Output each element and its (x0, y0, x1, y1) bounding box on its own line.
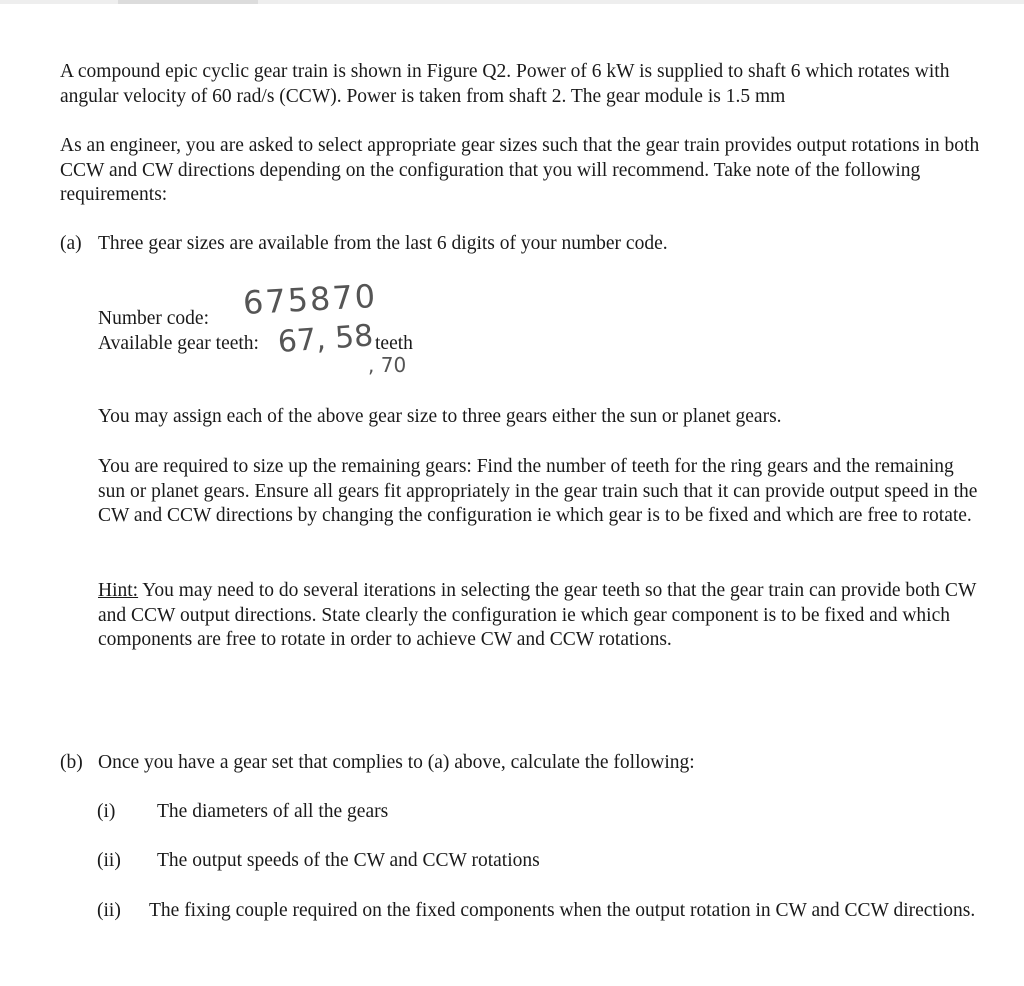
top-bar (0, 0, 1024, 4)
required-paragraph: You are required to size up the remaining gears: Find the number of teeth for the ring gears and the remaining sun or planet gears. Ensure all gears fit appropriately in the gear train such that it can provide output speed in the CW and CCW directions by changing the configuration ie which gear is to be fixed and which are free to rotate. (98, 456, 978, 526)
top-bar-tab (118, 0, 258, 4)
task-paragraph: As an engineer, you are asked to select appropriate gear sizes such that the gear train provides output rotations in both CCW and CW directions depending on the configuration that you will recommend. Take note of the following requirements: (60, 135, 980, 205)
handwritten-teeth-main: 67, 58 (276, 318, 375, 360)
part-b-item-roman: (ii) (97, 900, 121, 921)
assign-paragraph: You may assign each of the above gear size to three gears either the sun or planet gears. (98, 406, 782, 427)
hint-paragraph (98, 579, 978, 653)
intro-paragraph: A compound epic cyclic gear train is shown in Figure Q2. Power of 6 kW is supplied to shaft 6 which rotates with angular velocity of 60 rad/s (CCW). Power is taken from shaft 2. The gear module is 1.5 mm (60, 61, 950, 107)
part-b-item-text: The diameters of all the gears (157, 801, 389, 822)
part-b-item-roman: (ii) (97, 850, 121, 871)
available-teeth-label: Available gear teeth: (98, 333, 259, 354)
part-a-label: (a) (60, 233, 82, 254)
part-b-item-text: The fixing couple required on the fixed components when the output rotation in CW and CCW directions. (149, 900, 976, 921)
number-code-label: Number code: (98, 308, 210, 329)
hint-text: You may need to do several iterations in selecting the gear teeth so that the gear train can provide both CW and CCW output directions. State clearly the configuration ie which gear component is to be fixed and which components are free to rotate in order to achieve CW and CCW rotations. (98, 580, 976, 650)
part-b-text: Once you have a gear set that complies to (a) above, calculate the following: (98, 752, 695, 773)
part-b-item-text: The output speeds of the CW and CCW rotations (157, 850, 540, 871)
handwritten-teeth-sub: , 70 (368, 353, 407, 377)
part-b-label: (b) (60, 752, 83, 773)
part-a-text: Three gear sizes are available from the last 6 digits of your number code. (98, 233, 668, 254)
teeth-suffix: teeth (375, 333, 413, 354)
handwritten-number-code: 675870 (242, 277, 378, 322)
part-b-item-roman: (i) (97, 801, 116, 822)
hint-label: Hint: (98, 580, 139, 601)
